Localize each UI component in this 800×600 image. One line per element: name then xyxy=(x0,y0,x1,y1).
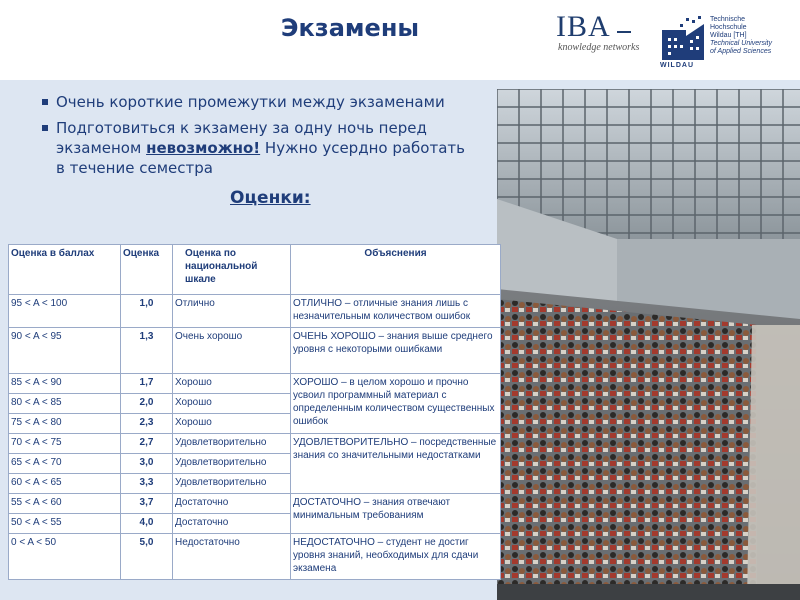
table-header-row xyxy=(9,245,501,295)
table-row: 95 < A < 100 1,0 Отлично ОТЛИЧНО – отличные знания лишь с незначительным количеством ошибок xyxy=(9,295,501,328)
wildau-caption: Technische Hochschule Wildau [TH] Technical University of Applied Sciences xyxy=(710,16,772,55)
bullet-list xyxy=(40,92,470,184)
table-row: 50 < A < 55 4,0 Достаточно xyxy=(9,514,501,534)
table-row: 75 < A < 80 2,3 Хорошо xyxy=(9,414,501,434)
table-row: 90 < A < 95 1,3 Очень хорошо ОЧЕНЬ ХОРОШО – знания выше среднего уровня с некоторыми ошибками xyxy=(9,328,501,374)
table-row: 70 < A < 75 2,7 Удовлетворительно УДОВЛЕТВОРИТЕЛЬНО – посредственные знания со значительными недостатками xyxy=(9,434,501,454)
table-row: 0 < A < 50 5,0 Недостаточно НЕДОСТАТОЧНО – студент не достиг уровня знаний, необходимых для сдачи экзамена xyxy=(9,534,501,580)
table-row: 85 < A < 90 1,7 Хорошо ХОРОШО – в целом хорошо и прочно усвоил программный материал с определенным количеством существенных ошибок xyxy=(9,374,501,394)
header-national-scale: Оценка по национальной шкале xyxy=(173,245,291,295)
lecture-hall-photo xyxy=(497,89,800,600)
wildau-logo xyxy=(660,12,800,68)
iba-tagline: knowledge networks xyxy=(558,42,640,53)
iba-wordmark: IBA xyxy=(556,12,656,42)
wildau-name: WILDAU xyxy=(660,62,694,69)
iba-logo xyxy=(556,12,656,54)
header-explanation: Объяснения xyxy=(291,245,501,295)
bullet-item: Подготовиться к экзамену за одну ночь перед экзаменом невозможно! Нужно усердно работать в течение семестра xyxy=(40,118,470,178)
wildau-emblem-icon xyxy=(660,16,706,62)
table-row: 80 < A < 85 2,0 Хорошо xyxy=(9,394,501,414)
table-row: 55 < A < 60 3,7 Достаточно ДОСТАТОЧНО – знания отвечают минимальным требованиям xyxy=(9,494,501,514)
table-row: 65 < A < 70 3,0 Удовлетворительно xyxy=(9,454,501,474)
slide-header xyxy=(0,0,800,80)
bullet-item: Очень короткие промежутки между экзаменами xyxy=(40,92,470,112)
table-row: 60 < A < 65 3,3 Удовлетворительно xyxy=(9,474,501,494)
slide-title: Экзамены xyxy=(280,14,420,42)
emphasis-text: невозможно! xyxy=(146,139,261,157)
grades-table xyxy=(8,244,501,580)
grades-heading: Оценки: xyxy=(230,188,311,208)
header-score: Оценка в баллах xyxy=(9,245,121,295)
lecture-hall-image xyxy=(497,89,800,600)
header-grade: Оценка xyxy=(121,245,173,295)
